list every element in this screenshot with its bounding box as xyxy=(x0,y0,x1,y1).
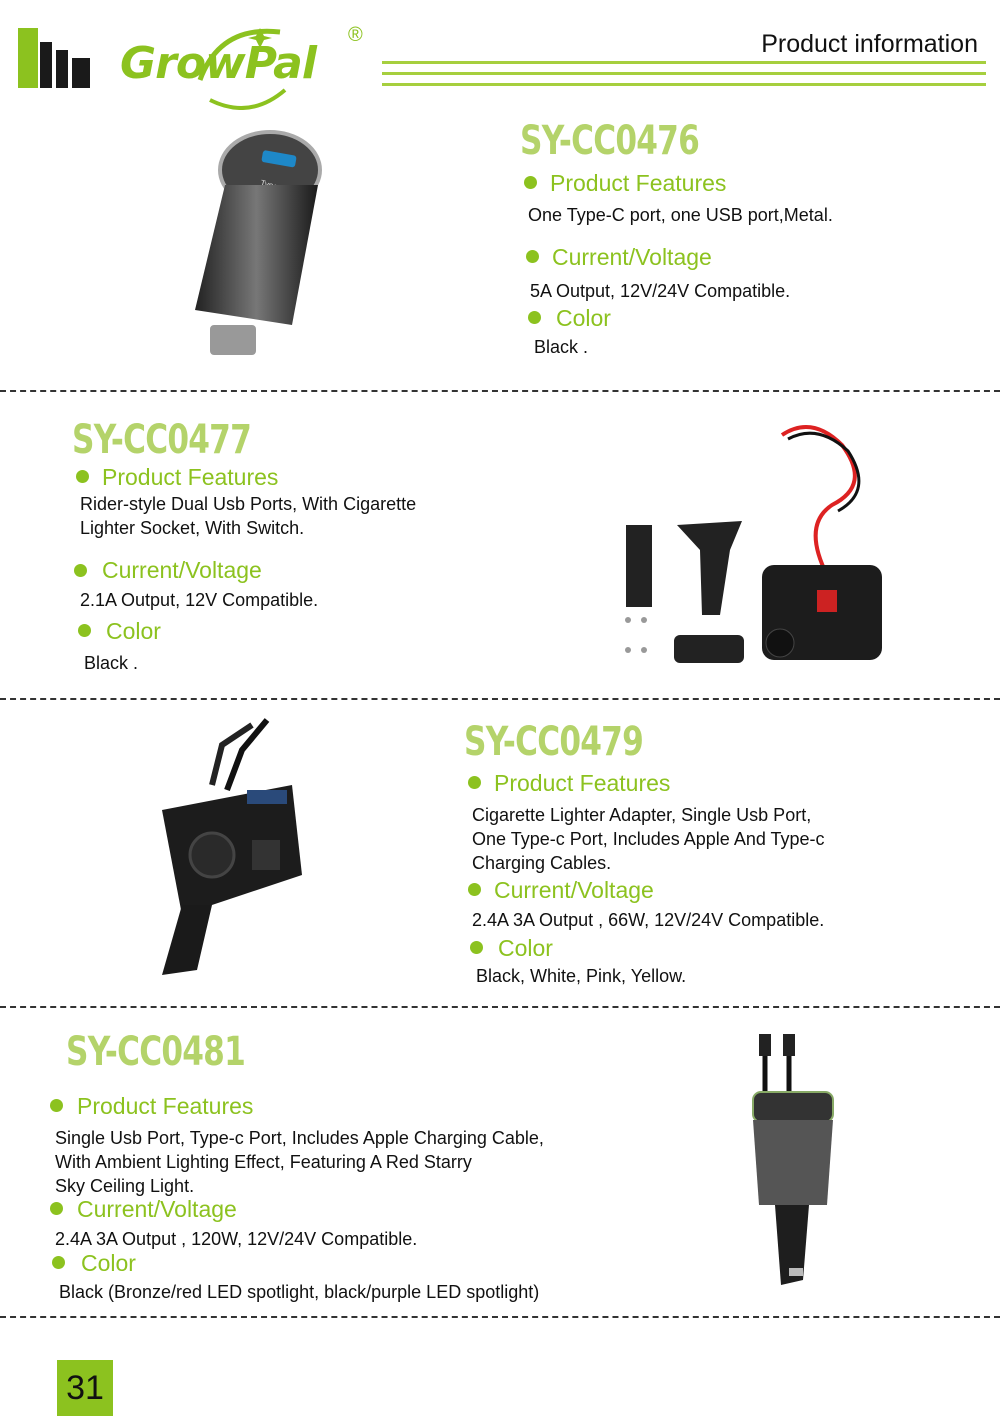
model-number: SY-CC0479 xyxy=(464,719,644,765)
motorcycle-usb-socket-kit-icon xyxy=(612,415,892,670)
features-text: One Type-C port, one USB port,Metal. xyxy=(528,205,833,225)
bullet-icon xyxy=(78,624,91,637)
color-text: Black . xyxy=(84,653,139,673)
bullet-icon xyxy=(52,1256,65,1269)
bullet-icon xyxy=(468,776,481,789)
model-number: SY-CC0477 xyxy=(72,417,252,463)
features-text: Rider-style Dual Usb Ports, With Cigarette Lighter Socket, With Switch. xyxy=(80,494,417,538)
current-heading: Current/Voltage xyxy=(552,244,712,270)
features-text: Cigarette Lighter Adapter, Single Usb Port, One Type-c Port, Includes Apple And Type-c Charging Cables. xyxy=(472,805,825,873)
current-text: 2.4A 3A Output , 120W, 12V/24V Compatible. xyxy=(55,1229,418,1249)
current-heading: Current/Voltage xyxy=(77,1196,237,1222)
current-text: 5A Output, 12V/24V Compatible. xyxy=(530,281,791,301)
section-divider xyxy=(0,1316,1000,1318)
features-heading: Product Features xyxy=(102,464,279,490)
bullet-icon xyxy=(526,250,539,263)
bullet-icon xyxy=(76,470,89,483)
header-rule xyxy=(382,83,986,86)
retractable-cable-car-charger-icon xyxy=(142,715,312,980)
color-text: Black, White, Pink, Yellow. xyxy=(476,966,687,986)
header-rule xyxy=(382,61,986,64)
bullet-icon xyxy=(468,883,481,896)
current-text: 2.4A 3A Output , 66W, 12V/24V Compatible. xyxy=(472,910,825,930)
page-number: 31 xyxy=(57,1360,113,1416)
section-divider xyxy=(0,390,1000,392)
section-divider xyxy=(0,1006,1000,1008)
page-title: Product information xyxy=(761,30,978,58)
model-number: SY-CC0481 xyxy=(66,1029,246,1075)
bullet-icon xyxy=(470,941,483,954)
bullet-icon xyxy=(524,176,537,189)
current-text: 2.1A Output, 12V Compatible. xyxy=(80,590,319,610)
section-divider xyxy=(0,698,1000,700)
color-text: Black . xyxy=(534,337,589,357)
model-number: SY-CC0476 xyxy=(520,118,700,164)
current-heading: Current/Voltage xyxy=(494,877,654,903)
features-heading: Product Features xyxy=(550,170,727,196)
current-heading: Current/Voltage xyxy=(102,557,262,583)
brand-logo: GrowPal xyxy=(120,38,316,89)
color-text: Black (Bronze/red LED spotlight, black/purple LED spotlight) xyxy=(59,1282,540,1302)
color-heading: Color xyxy=(556,305,611,331)
header-rule xyxy=(382,72,986,75)
color-heading: Color xyxy=(498,935,553,961)
bullet-icon xyxy=(50,1202,63,1215)
color-heading: Color xyxy=(81,1250,136,1276)
led-car-charger-icon xyxy=(745,1030,845,1290)
bullet-icon xyxy=(74,564,87,577)
features-text: Single Usb Port, Type-c Port, Includes Apple Charging Cable, With Ambient Lighting Effect, Featuring A Red Starry Sky Ceiling Light. xyxy=(55,1128,544,1196)
features-heading: Product Features xyxy=(494,770,671,796)
color-heading: Color xyxy=(106,618,161,644)
logo-bars-icon xyxy=(18,28,90,88)
registered-mark: ® xyxy=(348,24,363,46)
bullet-icon xyxy=(528,311,541,324)
metal-car-charger-icon xyxy=(180,125,340,360)
features-heading: Product Features xyxy=(77,1093,254,1119)
bullet-icon xyxy=(50,1099,63,1112)
